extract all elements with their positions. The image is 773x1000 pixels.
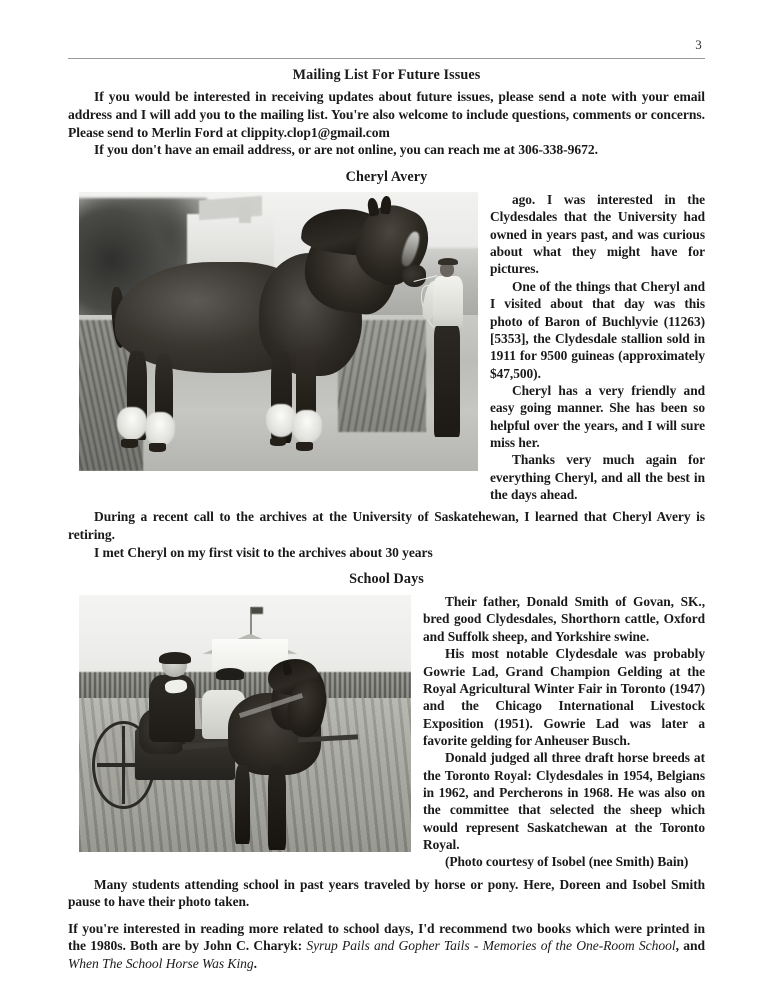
book-title-1: Syrup Pails and Gopher Tails - Memories of the One-Room School	[306, 938, 676, 954]
handler-trousers	[434, 326, 460, 438]
handler-shirt	[433, 276, 463, 329]
pony-leg-front	[268, 765, 286, 850]
girls-in-pony-cart-photo	[79, 595, 411, 852]
cheryl-paragraph-1: ago. I was interested in the Clydesdales that the University had owned in years past, and was curious about what they might have for pictures.	[490, 191, 705, 277]
cheryl-caption-line-1: During a recent call to the archives at the University of Saskatehewan, I learned that Cheryl Avery is retiring.	[68, 509, 705, 542]
cheryl-paragraph-4: Thanks very much again for everything Cheryl, and all the best in the days ahead.	[490, 452, 705, 503]
school-block	[68, 593, 705, 911]
horse-feathering-2	[145, 412, 175, 445]
horse-feathering-1	[117, 407, 147, 440]
school-right-column	[423, 593, 705, 871]
mailing-list-paragraph-1: If you would be interested in receiving updates about future issues, please send a note with your email address and I will add you to the mailing list. You're also welcome to include questions, comments or concerns. Please send to Merlin Ford at clippity.clop1@gmail.com	[68, 89, 705, 140]
cheryl-paragraph-3: Cheryl has a very friendly and easy going manner. She has been so helpful over the years, and I will sure miss her.	[490, 382, 705, 451]
mailing-list-paragraph-2: If you don't have an email address, or are not online, you can reach me at 306-338-9672.	[94, 142, 598, 158]
horse-hoof-1	[121, 439, 138, 448]
handler-cap	[438, 258, 458, 266]
cheryl-paragraph-2: One of the things that Cheryl and I visited about that day was this photo of Baron of Buchlyvie (11263) [5353], the Clydesdale stallion sold in 1911 for 9500 guineas (approximately $47,500).	[490, 278, 705, 381]
cheryl-caption-line-2: I met Cheryl on my first visit to the archives about 30 years	[94, 544, 433, 560]
closing-lead: If you're interested in reading more related to school days, I'd recommend two books which were printed in the 1980s. Both are by John C. Charyk:	[68, 920, 705, 954]
school-caption-line-1: Many students attending school in past years traveled by horse or pony. Here, Doreen and Isobel Smith pause to have their photo taken.	[68, 876, 705, 910]
section-title-school-days: School Days	[349, 571, 424, 588]
horse-feathering-3	[266, 404, 296, 437]
girl-isobel-hat	[216, 668, 245, 679]
closing-paragraph	[68, 920, 705, 973]
photo-chimney	[239, 203, 251, 223]
section-title-mailing-list: Mailing List For Future Issues	[292, 67, 481, 84]
cheryl-caption	[68, 503, 705, 561]
page-number: 3	[695, 37, 702, 52]
horse-hoof-3	[270, 438, 287, 447]
section-title-cheryl-avery: Cheryl Avery	[345, 168, 428, 185]
school-photo-credit: (Photo courtesy of Isobel (nee Smith) Bain)	[445, 854, 689, 870]
horse-hoof-2	[149, 443, 166, 452]
horse-hoof-4	[296, 442, 313, 451]
header-rule	[68, 58, 705, 59]
school-paragraph-1: Their father, Donald Smith of Govan, SK., bred good Clydesdales, Shorthorn cattle, Oxford and Suffolk sheep, and Yorkshire swine.	[423, 594, 705, 644]
cheryl-right-column	[490, 191, 705, 503]
photo2-treeline	[79, 672, 411, 700]
school-paragraph-3: Donald judged all three draft horse breeds at the Toronto Royal: Clydesdales in 1954, Belgians in 1962, and Percherons in 1968. He was also on the committee that selected the sheep which would represent Saskatchewan at the Toronto Royal.	[423, 750, 705, 853]
horse-feathering-4	[292, 410, 322, 443]
cheryl-block	[68, 191, 705, 561]
photo2-flag	[251, 607, 263, 614]
closing-text	[68, 920, 705, 973]
book-title-2: When The School Horse Was King	[68, 956, 254, 972]
page-content	[68, 38, 705, 973]
closing-mid: , and	[675, 938, 705, 954]
clydesdale-stallion-photo	[79, 192, 478, 471]
school-paragraph-2: His most notable Clydesdale was probably Gowrie Lad, Grand Champion Gelding at the Royal Agricultural Winter Fair in Toronto (1947) and the Chicago International Livestock Exposition (1951). Gowrie Lad was later a favorite gelding for Anheuser Busch.	[423, 646, 705, 748]
girl-doreen-hat	[159, 652, 191, 665]
closing-end: .	[253, 956, 258, 972]
school-caption	[68, 871, 705, 911]
pony-leg-back	[235, 765, 250, 845]
